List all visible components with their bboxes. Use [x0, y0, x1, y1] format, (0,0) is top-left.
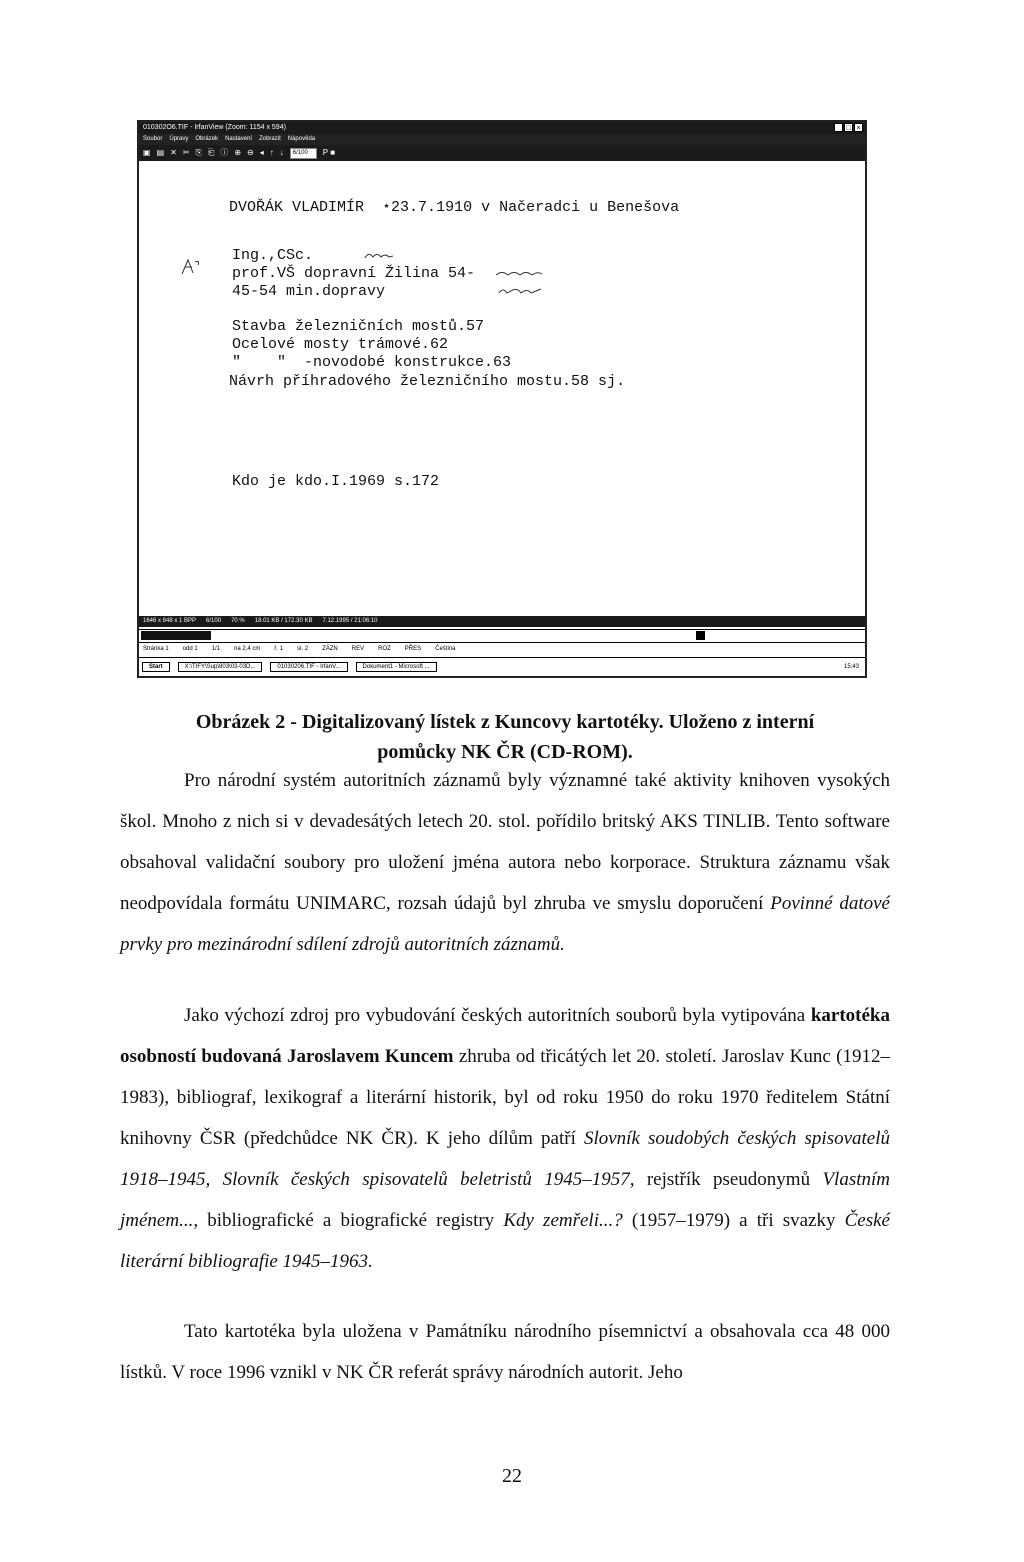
- page-number: 22: [502, 1465, 522, 1487]
- handwritten-note-3: [497, 285, 545, 297]
- figure-caption: [120, 707, 890, 767]
- close-icon[interactable]: ×: [854, 123, 863, 132]
- menu-file[interactable]: Soubor: [143, 136, 163, 142]
- cut-icon[interactable]: ✂: [182, 148, 190, 157]
- card-line-9: Kdo je kdo.I.1969 s.172: [232, 473, 440, 490]
- embedded-screenshot: [137, 120, 867, 678]
- paragraph-2-bold: kartotéka osobností budovaná Jaroslavem Kuncem: [120, 1005, 890, 1067]
- word-page: Stránka 1: [143, 646, 169, 652]
- paragraph-3: [120, 1311, 890, 1393]
- zoom-out-icon[interactable]: ⊖: [247, 148, 254, 157]
- taskbar-clock: 15:43: [843, 664, 859, 670]
- window-controls: [834, 123, 863, 132]
- handwritten-note-2: [494, 267, 544, 279]
- caption-line-2: pomůcky NK ČR (CD-ROM).: [377, 741, 633, 763]
- start-button[interactable]: Start: [142, 662, 170, 672]
- paragraph-2-text-c: rejstřík pseudonymů: [634, 1169, 823, 1190]
- word-row: ř. 1: [274, 646, 284, 652]
- paragraph-2-title-a: Slovník soudobých českých spisovatelů 1918–1945, Slovník českých spisovatelů beletristů 1945–1957,: [120, 1128, 891, 1190]
- viewer-title: 010302O6.TIF - IrfanView (Zoom: 1154 x 594): [143, 124, 286, 131]
- viewer-title-bar: [139, 122, 865, 134]
- menu-image[interactable]: Obrázek: [195, 136, 219, 142]
- card-line-4: 45-54 min.dopravy: [232, 283, 386, 300]
- paragraph-2: [120, 995, 890, 1282]
- menu-edit[interactable]: Úpravy: [169, 136, 189, 142]
- caption-line-1: Obrázek 2 - Digitalizovaný lístek z Kuncovy kartotéky. Uloženo z interní: [195, 711, 815, 733]
- menu-view[interactable]: Zobrazit: [259, 136, 281, 142]
- handwritten-mark: [179, 256, 203, 278]
- taskbar-folder[interactable]: X:\TIFY\Šup\803\03-03D...: [178, 662, 263, 672]
- paragraph-2-text-e: (1957–1979) a tři svazky: [622, 1210, 845, 1231]
- word-column: sl. 2: [297, 646, 309, 652]
- status-size: 18.01 KB / 172.30 KB: [254, 618, 313, 624]
- viewer-toolbar: [139, 145, 865, 161]
- card-line-7: " " -novodobé konstrukce.63: [232, 354, 512, 371]
- down-icon[interactable]: ↓: [279, 148, 284, 157]
- card-line-8: Návrh příhradového železničního mostu.58 sj.: [229, 373, 626, 390]
- open-icon[interactable]: ▣: [143, 148, 151, 157]
- paragraph-2-title-d: České literární bibliografie 1945–1963.: [120, 1210, 890, 1272]
- card-line-6: Ocelové mosty trámové.62: [232, 336, 449, 353]
- word-ovr: PŘES: [404, 646, 422, 652]
- back-icon[interactable]: ◂: [259, 148, 264, 157]
- paragraph-2-text-d: , bibliografické a biografické registry: [193, 1210, 504, 1231]
- paragraph-2-title-c: Kdy zemřeli...?: [503, 1210, 623, 1231]
- card-line-2: Ing.,CSc.: [232, 247, 314, 264]
- status-dimensions: 1646 x 848 x 1 BPP: [143, 618, 197, 624]
- save-icon[interactable]: ▤: [156, 148, 165, 157]
- minimize-icon[interactable]: _: [834, 123, 843, 132]
- print-icon[interactable]: P ■: [322, 148, 336, 157]
- info-icon[interactable]: ⓘ: [220, 148, 229, 157]
- word-rev: REV: [351, 646, 365, 652]
- paragraph-2-title-b: Vlastním jménem...: [120, 1169, 890, 1231]
- card-line-1: DVOŘÁK VLADIMÍR ⋆23.7.1910 v Načeradci u Benešova: [229, 199, 680, 216]
- word-pages: 1/1: [211, 646, 221, 652]
- catalog-card-image: [139, 161, 865, 601]
- handwritten-note-1: [363, 249, 397, 261]
- word-status-bar: [139, 643, 865, 655]
- taskbar-irfanview[interactable]: 01030206.TIF - IrfanV...: [270, 662, 347, 672]
- card-line-5: Stavba železničních mostů.57: [232, 318, 485, 335]
- view-buttons[interactable]: [141, 631, 211, 640]
- paragraph-1: [120, 760, 890, 965]
- windows-taskbar: [139, 657, 865, 676]
- status-page: 6/100: [206, 618, 222, 624]
- viewer-status-bar: [139, 616, 865, 627]
- word-rec: ZÁZN: [322, 646, 338, 652]
- paragraph-2-text-a: Jako výchozí zdroj pro vybudování českých autoritních souborů byla vytipována: [184, 1005, 811, 1026]
- menu-options[interactable]: Nastavení: [225, 136, 253, 142]
- viewer-menu-bar: [139, 134, 865, 145]
- horizontal-scrollbar[interactable]: [139, 629, 865, 643]
- paragraph-1-title: Povinné datové prvky pro mezinárodní sdílení zdrojů autoritních záznamů.: [120, 893, 890, 955]
- word-language: Čeština: [435, 646, 456, 652]
- paragraph-3-text: Tato kartotéka byla uložena v Památníku národního písemnictví a obsahovala cca 48 000 lístků. V roce 1996 vznikl v NK ČR referát správy národních autorit. Jeho: [120, 1321, 890, 1383]
- word-ext: ROZ: [378, 646, 391, 652]
- menu-help[interactable]: Nápověda: [287, 136, 316, 142]
- paragraph-2-text-b: zhruba od třicátých let 20. století. Jaroslav Kunc (1912–1983), bibliograf, lexikograf a literární historik, byl od roku 1950 do roku 1970 ředitelem Státní knihovny ČSR (předchůdce NK ČR). K jeho dílům patří: [120, 1046, 890, 1149]
- card-line-3: prof.VŠ dopravní Žilina 54-: [232, 265, 476, 282]
- up-icon[interactable]: ↑: [269, 148, 274, 157]
- taskbar-word[interactable]: Dokument1 - Microsoft ...: [356, 662, 437, 672]
- maximize-icon[interactable]: □: [844, 123, 853, 132]
- zoom-in-icon[interactable]: ⊕: [234, 148, 242, 157]
- word-section: odd 1: [182, 646, 198, 652]
- zoom-field[interactable]: 6/100: [290, 148, 317, 159]
- word-position: na 2,4 cm: [234, 646, 261, 652]
- paste-icon[interactable]: ⎗: [207, 148, 215, 157]
- copy-icon[interactable]: ⎘: [195, 148, 202, 157]
- paragraph-1-text: Pro národní systém autoritních záznamů byly významné také aktivity knihoven vysokých škol. Mnoho z nich si v devadesátých letech 20. stol. pořídilo britský AKS TINLIB. Tento software obsahoval validační soubory pro uložení jména autora nebo korporace. Struktura záznamu však neodpovídala formátu UNIMARC, rozsah údajů byl zhruba ve smyslu doporučení: [120, 770, 890, 914]
- status-date: 7.12.1995 / 21:06:10: [322, 618, 378, 624]
- delete-icon[interactable]: ✕: [170, 148, 177, 157]
- scroll-right-icon[interactable]: [696, 631, 705, 640]
- status-zoom: 70 %: [231, 618, 245, 624]
